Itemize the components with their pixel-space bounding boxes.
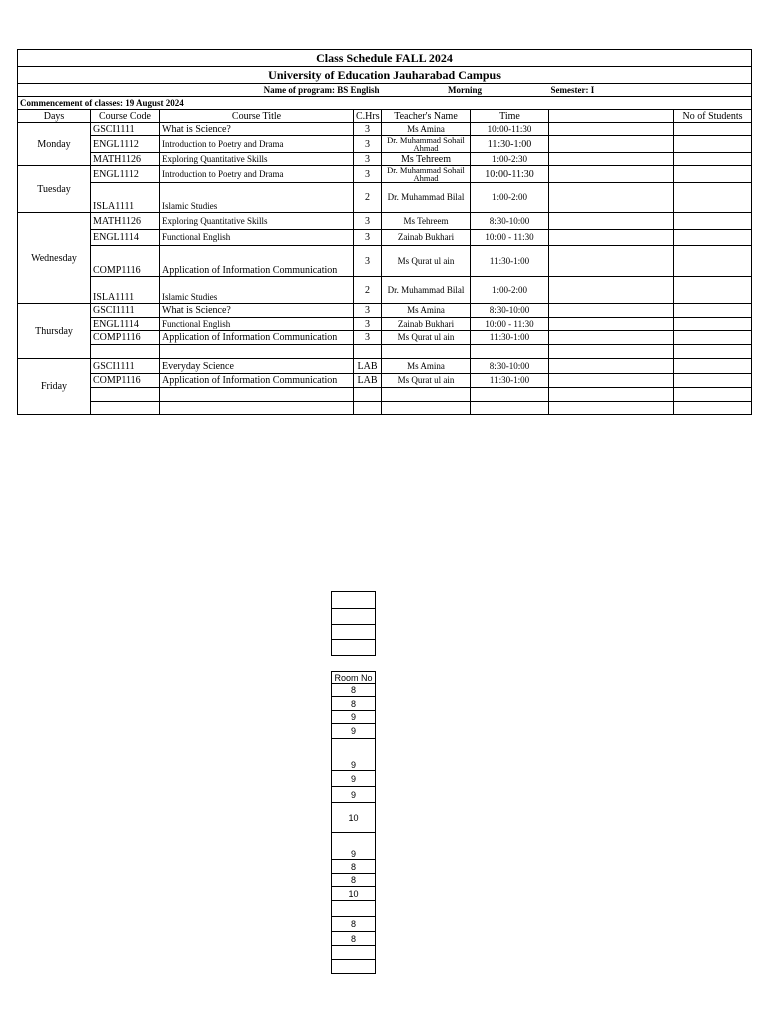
- table-row: [18, 318, 752, 331]
- credit-hours: 3: [354, 246, 382, 277]
- table-row: [18, 304, 752, 318]
- course-code: MATH1126: [91, 213, 160, 230]
- teacher-name: Dr. Muhammad Bilal: [382, 277, 471, 304]
- table-row: [18, 277, 752, 304]
- room-number-column: [331, 591, 376, 974]
- credit-hours: 3: [354, 136, 382, 153]
- table-row: [18, 402, 752, 415]
- room-number: 9: [332, 787, 376, 803]
- class-time: 11:30-1:00: [471, 331, 549, 345]
- shift-label: Morning: [382, 84, 549, 97]
- credit-hours: 3: [354, 318, 382, 331]
- header-course-title: Course Title: [160, 110, 354, 123]
- room-number: 10: [332, 803, 376, 833]
- room-number: 8: [332, 697, 376, 711]
- teacher-name: Zainab Bukhari: [382, 230, 471, 246]
- header-chrs: C.Hrs: [354, 110, 382, 123]
- class-time: 10:00-11:30: [471, 166, 549, 183]
- course-code: COMP1116: [91, 374, 160, 388]
- course-title: What is Science?: [160, 304, 354, 318]
- day-friday: Friday: [18, 359, 91, 415]
- class-time: 1:00-2:00: [471, 277, 549, 304]
- program-name: Name of program: BS English: [160, 84, 382, 97]
- table-row: [18, 153, 752, 166]
- credit-hours: 3: [354, 213, 382, 230]
- teacher-name: Dr. Muhammad Bilal: [382, 183, 471, 213]
- schedule-title: Class Schedule FALL 2024: [18, 50, 752, 67]
- course-title: Functional English: [160, 318, 354, 331]
- course-code: ENGL1112: [91, 136, 160, 153]
- credit-hours: 3: [354, 331, 382, 345]
- teacher-name: Ms Tehreem: [382, 153, 471, 166]
- class-time: 1:00-2:30: [471, 153, 549, 166]
- credit-hours: 2: [354, 183, 382, 213]
- day-wednesday: Wednesday: [18, 213, 91, 304]
- credit-hours: 2: [354, 277, 382, 304]
- class-time: 8:30-10:00: [471, 304, 549, 318]
- course-title: Application of Information Communication: [160, 331, 354, 345]
- commencement-date: Commencement of classes: 19 August 2024: [18, 97, 752, 110]
- table-row: [18, 123, 752, 136]
- table-row: [18, 374, 752, 388]
- class-time: 8:30-10:00: [471, 359, 549, 374]
- course-code: GSCI1111: [91, 304, 160, 318]
- room-number: 9: [332, 724, 376, 739]
- table-row: [18, 166, 752, 183]
- teacher-name: Dr. Muhammad Sohail Ahmad: [382, 136, 471, 153]
- teacher-name: Ms Qurat ul ain: [382, 246, 471, 277]
- course-code: ISLA1111: [91, 277, 160, 304]
- header-time: Time: [471, 110, 549, 123]
- teacher-name: Ms Tehreem: [382, 213, 471, 230]
- teacher-name: Ms Amina: [382, 123, 471, 136]
- course-title: Introduction to Poetry and Drama: [160, 136, 354, 153]
- class-time: 11:30-1:00: [471, 246, 549, 277]
- course-title: Functional English: [160, 230, 354, 246]
- header-teacher: Teacher's Name: [382, 110, 471, 123]
- class-time: 10:00 - 11:30: [471, 230, 549, 246]
- class-time: 11:30-1:00: [471, 136, 549, 153]
- class-time: 10:00-11:30: [471, 123, 549, 136]
- table-row: [18, 246, 752, 277]
- teacher-name: Ms Amina: [382, 304, 471, 318]
- table-row: [18, 183, 752, 213]
- schedule-table: [17, 49, 752, 415]
- course-title: Application of Information Communication: [160, 374, 354, 388]
- campus-name: University of Education Jauharabad Campus: [18, 67, 752, 84]
- course-title: Islamic Studies: [160, 183, 354, 213]
- class-time: 8:30-10:00: [471, 213, 549, 230]
- room-number: 9: [332, 739, 376, 771]
- table-row: [18, 345, 752, 359]
- course-code: ISLA1111: [91, 183, 160, 213]
- room-number: 9: [332, 833, 376, 860]
- course-code: COMP1116: [91, 246, 160, 277]
- table-row: [18, 136, 752, 153]
- day-tuesday: Tuesday: [18, 166, 91, 213]
- teacher-name: Ms Amina: [382, 359, 471, 374]
- teacher-name: Ms Qurat ul ain: [382, 331, 471, 345]
- course-title: Islamic Studies: [160, 277, 354, 304]
- course-code: GSCI1111: [91, 359, 160, 374]
- room-table: [331, 591, 376, 974]
- course-code: ENGL1112: [91, 166, 160, 183]
- course-title: Everyday Science: [160, 359, 354, 374]
- credit-hours: 3: [354, 166, 382, 183]
- header-blank: [549, 110, 674, 123]
- class-schedule-sheet: [17, 49, 751, 415]
- teacher-name: Dr. Muhammad Sohail Ahmad: [382, 166, 471, 183]
- room-number: 9: [332, 711, 376, 724]
- room-number: 8: [332, 932, 376, 946]
- credit-hours: LAB: [354, 374, 382, 388]
- credit-hours: LAB: [354, 359, 382, 374]
- table-row: [18, 359, 752, 374]
- credit-hours: 3: [354, 123, 382, 136]
- course-title: What is Science?: [160, 123, 354, 136]
- credit-hours: 3: [354, 153, 382, 166]
- header-row: [18, 110, 752, 123]
- course-code: COMP1116: [91, 331, 160, 345]
- room-number: 9: [332, 771, 376, 787]
- course-title: Application of Information Communication: [160, 246, 354, 277]
- room-header: Room No: [332, 672, 376, 684]
- course-code: GSCI1111: [91, 123, 160, 136]
- credit-hours: 3: [354, 230, 382, 246]
- room-number: 10: [332, 887, 376, 901]
- day-thursday: Thursday: [18, 304, 91, 359]
- table-row: [18, 331, 752, 345]
- table-row: [18, 388, 752, 402]
- header-days: Days: [18, 110, 91, 123]
- class-time: 10:00 - 11:30: [471, 318, 549, 331]
- course-title: Exploring Quantitative Skills: [160, 213, 354, 230]
- class-time: 1:00-2:00: [471, 183, 549, 213]
- course-title: Introduction to Poetry and Drama: [160, 166, 354, 183]
- room-number: 8: [332, 684, 376, 697]
- room-number: 8: [332, 917, 376, 932]
- course-code: MATH1126: [91, 153, 160, 166]
- day-monday: Monday: [18, 123, 91, 166]
- room-number: 8: [332, 860, 376, 874]
- course-code: ENGL1114: [91, 230, 160, 246]
- semester-label: Semester: I: [549, 84, 674, 97]
- header-students: No of Students: [674, 110, 752, 123]
- course-code: ENGL1114: [91, 318, 160, 331]
- table-row: [18, 213, 752, 230]
- teacher-name: Zainab Bukhari: [382, 318, 471, 331]
- header-course-code: Course Code: [91, 110, 160, 123]
- table-row: [18, 230, 752, 246]
- teacher-name: Ms Qurat ul ain: [382, 374, 471, 388]
- room-number: 8: [332, 874, 376, 887]
- course-title: Exploring Quantitative Skills: [160, 153, 354, 166]
- class-time: 11:30-1:00: [471, 374, 549, 388]
- credit-hours: 3: [354, 304, 382, 318]
